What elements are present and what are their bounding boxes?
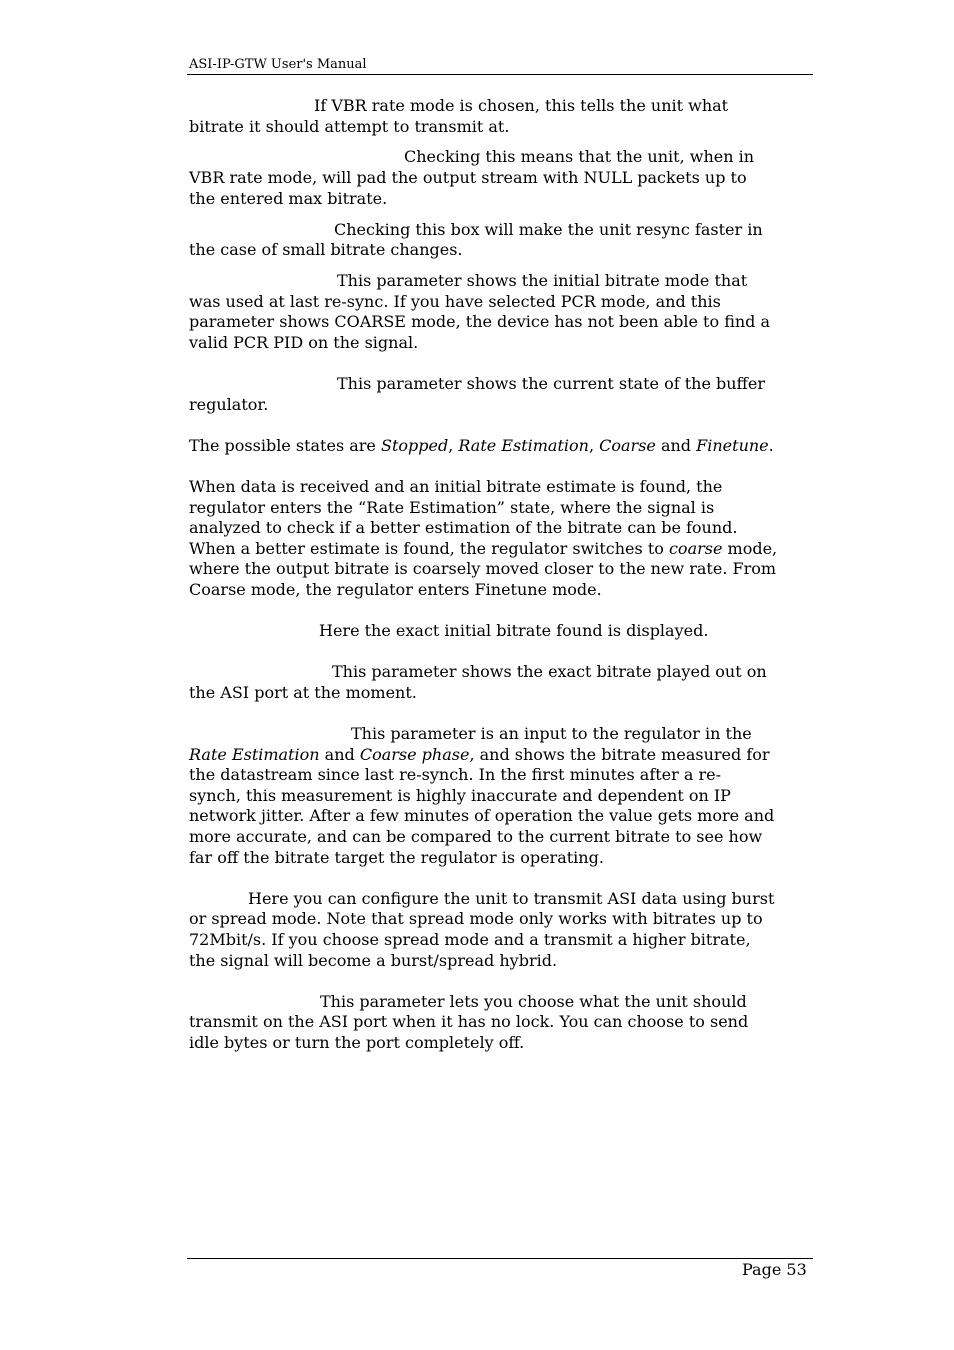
paragraph-initial-mode: This parameter shows the initial bitrate mode that was used at last re-sync. If you have selected PCR mode, and this parameter shows COARSE mode, the device has not been able to find a valid PCR PID on the signal.	[189, 271, 771, 352]
paragraph-possible-states: The possible states are Stopped, Rate Estimation, Coarse and Finetune.	[189, 435, 774, 455]
paragraph-regulator-flow: When data is received and an initial bitrate estimate is found, the regulator enters the “Rate Estimation” state, where the signal is analyzed to check if a better estimation of the bitrate can be found. When a better estimate is found, the regulator switches to coarse mode, where the output bitrate is coarsely moved closer to the new rate. From Coarse mode, the regulator enters Finetune mode.	[189, 476, 778, 599]
paragraph-measured-bitrate: This parameter is an input to the regulator in the Rate Estimation and Coarse phase, and shows the bitrate measured for the datastream since last re-synch. In the first minutes after a re- synch, this measurement is highly inaccurate and dependent on IP network jitter. After a few minutes of operation the value gets more and more accurate, and can be compared to the current bitrate to see how far off the bitrate target the regulator is operating.	[189, 724, 775, 867]
paragraph-regulator-state: This parameter shows the current state of the buffer regulator.	[189, 374, 766, 414]
page-body	[189, 96, 813, 1054]
header-rule	[187, 74, 813, 75]
paragraph-current-bitrate: This parameter shows the exact bitrate played out on the ASI port at the moment.	[189, 662, 767, 702]
running-header: ASI-IP-GTW User's Manual	[189, 57, 367, 72]
paragraph-null-padding: Checking this means that the unit, when in VBR rate mode, will pad the output stream with NULL packets up to the entered max bitrate.	[189, 147, 755, 208]
page-number: Page 53	[742, 1260, 807, 1279]
paragraph-initial-bitrate: Here the exact initial bitrate found is displayed.	[319, 621, 709, 641]
paragraph-no-lock-output: This parameter lets you choose what the unit should transmit on the ASI port when it has no lock. You can choose to send idle bytes or turn the port completely off.	[189, 991, 749, 1053]
paragraph-fast-resync: Checking this box will make the unit resync faster in the case of small bitrate changes.	[189, 219, 763, 260]
footer-rule	[187, 1258, 813, 1259]
paragraph-burst-spread: Here you can configure the unit to transmit ASI data using burst or spread mode. Note that spread mode only works with bitrates up to 72Mbit/s. If you choose spread mode and a transmit a higher bitrate, the signal will become a burst/spread hybrid.	[189, 888, 775, 970]
paragraph-vbr-bitrate: If VBR rate mode is chosen, this tells the unit what bitrate it should attempt to transmit at.	[189, 96, 729, 136]
